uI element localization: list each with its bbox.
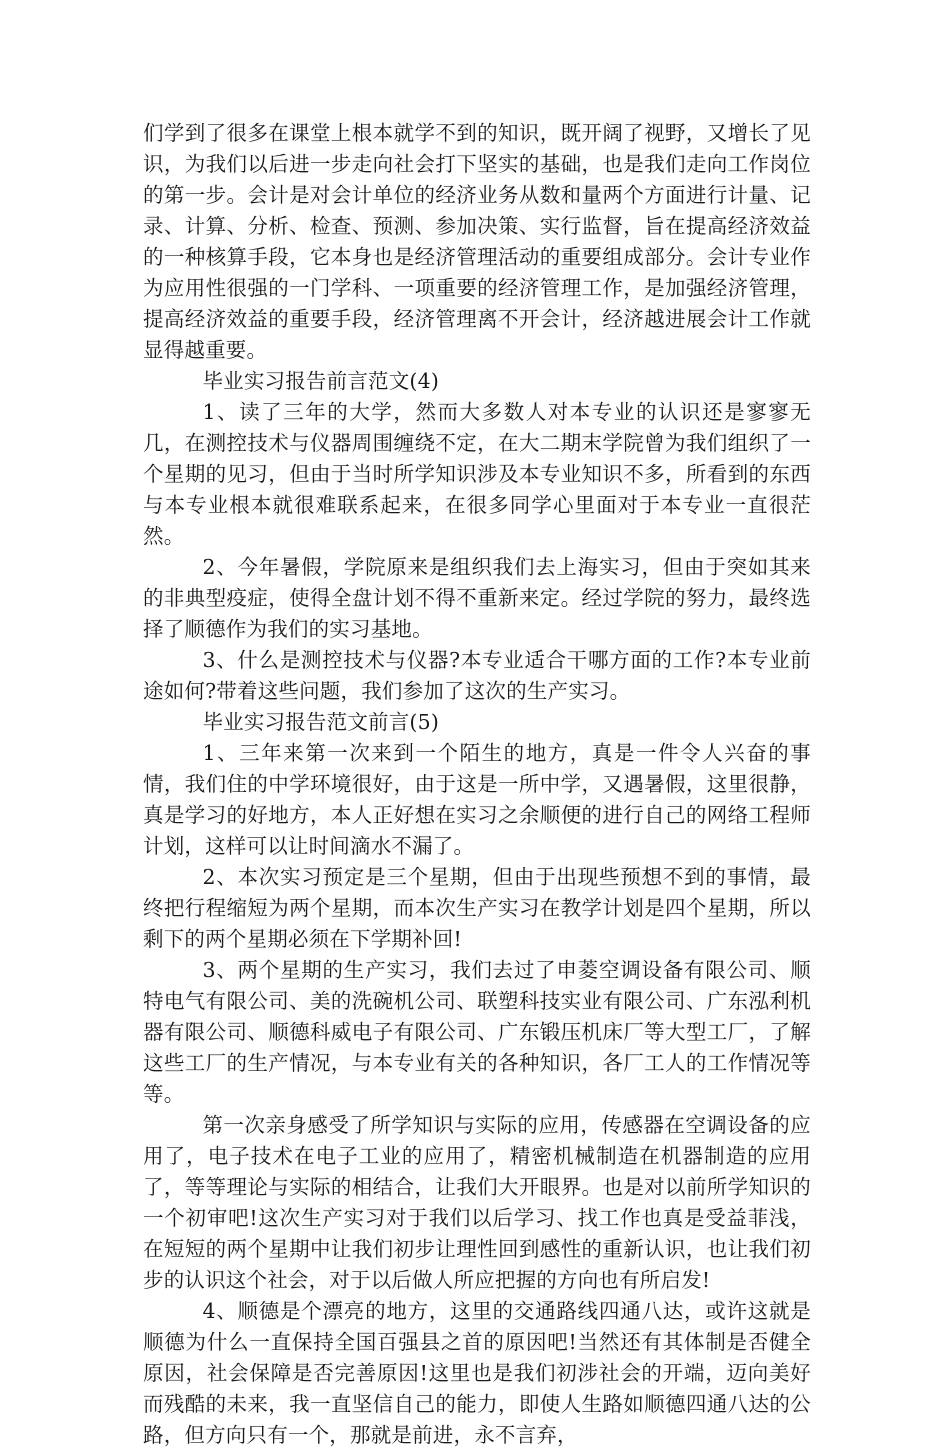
document-body (143, 118, 811, 1451)
section-heading-4: 毕业实习报告前言范文(4) (202, 369, 440, 393)
paragraph-intro-continuation: 们学到了很多在课堂上根本就学不到的知识，既开阔了视野，又增长了见识，为我们以后进一步走向社会打下坚实的基础，也是我们走向工作岗位的第一步。会计是对会计单位的经济业务从数和量两个方面进行计量、记录、计算、分析、检查、预测、参加决策、实行监督，旨在提高经济效益的一种核算手段，它本身也是经济管理活动的重要组成部分。会计专业作为应用性很强的一门学科、一项重要的经济管理工作，是加强经济管理，提高经济效益的重要手段，经济管理离不开会计，经济越进展会计工作就显得越重要。 (143, 121, 811, 362)
paragraph-4-item-3: 3、什么是测控技术与仪器?本专业适合干哪方面的工作?本专业前途如何?带着这些问题，我们参加了这次的生产实习。 (143, 648, 811, 703)
paragraph-4-item-2: 2、今年暑假，学院原来是组织我们去上海实习，但由于突如其来的非典型疫症，使得全盘计划不得不重新来定。经过学院的努力，最终选择了顺德作为我们的实习基地。 (143, 555, 811, 641)
paragraph-5-item-1: 1、三年来第一次来到一个陌生的地方，真是一件令人兴奋的事情，我们住的中学环境很好，由于这是一所中学，又遇暑假，这里很静，真是学习的好地方，本人正好想在实习之余顺便的进行自己的网络工程师计划，这样可以让时间滴水不漏了。 (143, 741, 811, 858)
paragraph-5-reflection: 第一次亲身感受了所学知识与实际的应用，传感器在空调设备的应用了，电子技术在电子工业的应用了，精密机械制造在机器制造的应用了，等等理论与实际的相结合，让我们大开眼界。也是对以前所学知识的一个初审吧!这次生产实习对于我们以后学习、找工作也真是受益菲浅，在短短的两个星期中让我们初步让理性回到感性的重新认识，也让我们初步的认识这个社会，对于以后做人所应把握的方向也有所启发! (143, 1113, 811, 1292)
paragraph-5-item-4: 4、顺德是个漂亮的地方，这里的交通路线四通八达，或许这就是顺德为什么一直保持全国百强县之首的原因吧!当然还有其体制是否健全原因，社会保障是否完善原因!这里也是我们初涉社会的开端，迈向美好而残酷的未来，我一直坚信自己的能力，即使人生路如顺德四通八达的公路，但方向只有一个，那就是前进，永不言弃， (143, 1299, 811, 1447)
paragraph-4-item-1: 1、读了三年的大学，然而大多数人对本专业的认识还是寥寥无几，在测控技术与仪器周围缠绕不定，在大二期末学院曾为我们组织了一个星期的见习，但由于当时所学知识涉及本专业知识不多，所看到的东西与本专业根本就很难联系起来，在很多同学心里面对于本专业一直很茫然。 (143, 400, 811, 548)
paragraph-5-item-3: 3、两个星期的生产实习，我们去过了申菱空调设备有限公司、顺特电气有限公司、美的洗碗机公司、联塑科技实业有限公司、广东泓利机器有限公司、顺德科威电子有限公司、广东锻压机床厂等大型工厂，了解这些工厂的生产情况，与本专业有关的各种知识，各厂工人的工作情况等等。 (143, 958, 811, 1106)
paragraph-5-item-2: 2、本次实习预定是三个星期，但由于出现些预想不到的事情，最终把行程缩短为两个星期，而本次生产实习在教学计划是四个星期，所以剩下的两个星期必须在下学期补回! (143, 865, 811, 951)
section-heading-5: 毕业实习报告范文前言(5) (202, 710, 440, 734)
